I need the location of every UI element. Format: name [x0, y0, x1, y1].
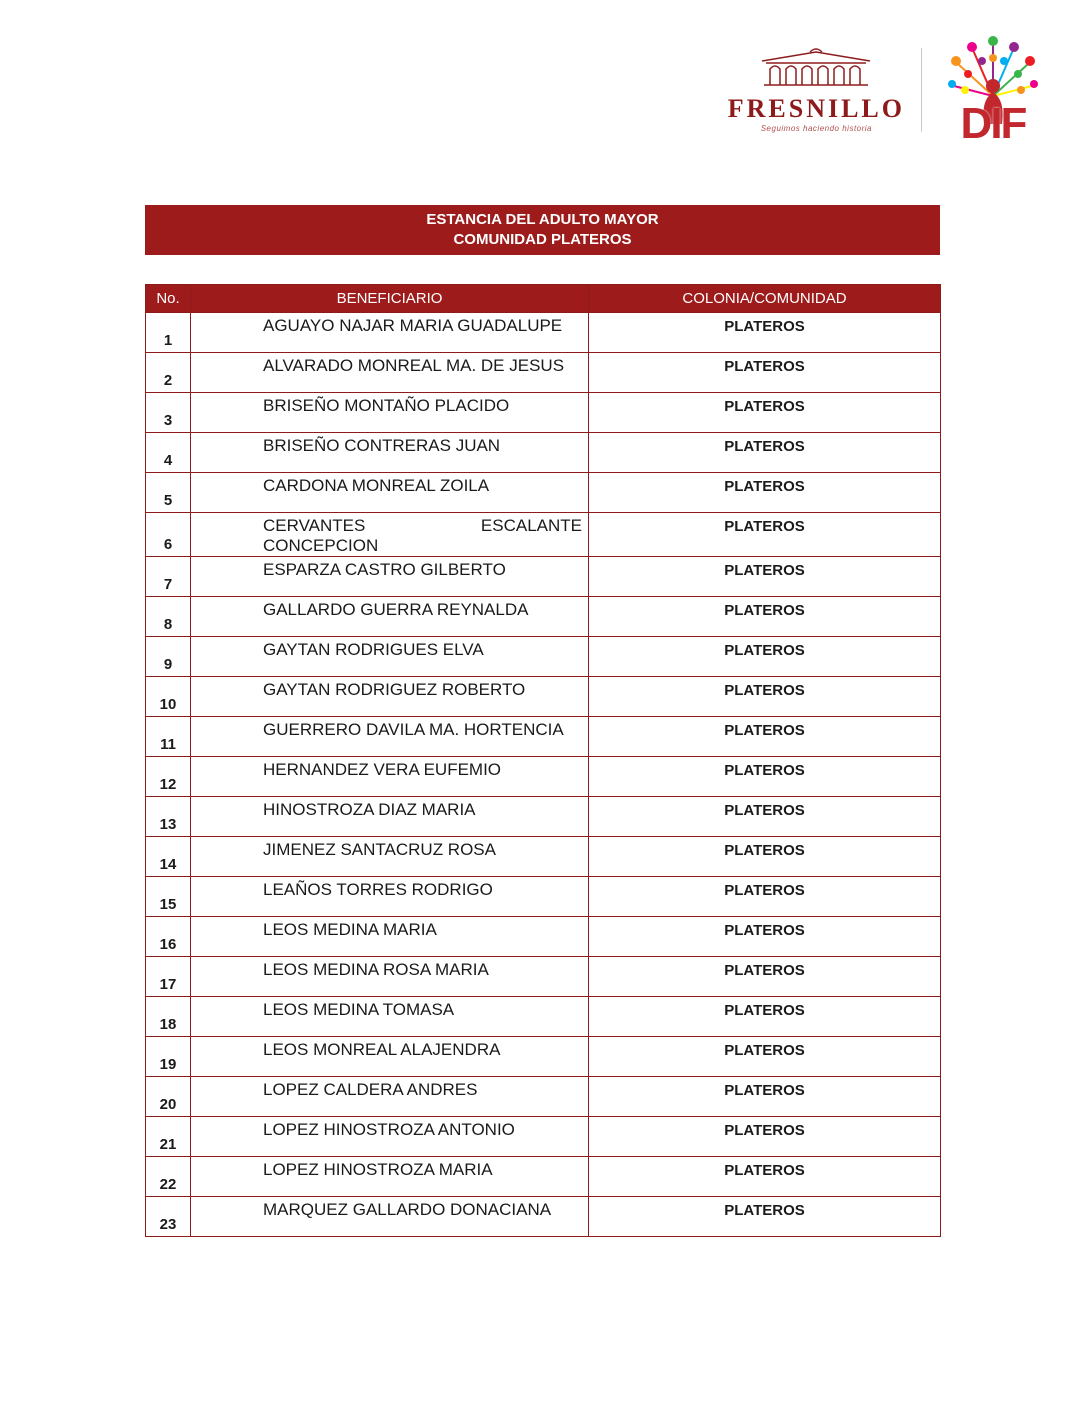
colonia-value: PLATEROS [589, 353, 941, 393]
colonia-value: PLATEROS [589, 637, 941, 677]
table-row [146, 997, 941, 1037]
row-number: 15 [146, 877, 191, 917]
table-row [146, 877, 941, 917]
table-row [146, 473, 941, 513]
fresnillo-tagline: Seguimos haciendo historia [760, 124, 872, 133]
colonia-value: PLATEROS [589, 1077, 941, 1117]
row-number: 7 [146, 557, 191, 597]
table-row [146, 313, 941, 353]
colonia-value: PLATEROS [589, 473, 941, 513]
beneficiary-name: LEOS MONREAL ALAJENDRA [191, 1037, 589, 1077]
table-row [146, 637, 941, 677]
row-number: 12 [146, 757, 191, 797]
fresnillo-building-icon [756, 47, 876, 94]
colonia-value: PLATEROS [589, 917, 941, 957]
colonia-value: PLATEROS [589, 393, 941, 433]
title-line-2: COMUNIDAD PLATEROS [453, 231, 632, 248]
beneficiary-name: GUERRERO DAVILA MA. HORTENCIA [191, 717, 589, 757]
logo-area [728, 34, 1048, 146]
row-number: 11 [146, 717, 191, 757]
beneficiary-name: LOPEZ HINOSTROZA MARIA [191, 1157, 589, 1197]
table-row [146, 797, 941, 837]
row-number: 6 [146, 513, 191, 557]
beneficiary-name: CARDONA MONREAL ZOILA [191, 473, 589, 513]
table-header-row [146, 285, 941, 313]
logo-divider [921, 48, 922, 132]
beneficiary-name: BRISEÑO MONTAÑO PLACIDO [191, 393, 589, 433]
colonia-value: PLATEROS [589, 557, 941, 597]
colonia-value: PLATEROS [589, 677, 941, 717]
colonia-value: PLATEROS [589, 1197, 941, 1237]
beneficiary-name: LOPEZ CALDERA ANDRES [191, 1077, 589, 1117]
row-number: 18 [146, 997, 191, 1037]
beneficiary-name: LEOS MEDINA ROSA MARIA [191, 957, 589, 997]
colonia-value: PLATEROS [589, 1157, 941, 1197]
colonia-value: PLATEROS [589, 433, 941, 473]
beneficiary-name: ALVARADO MONREAL MA. DE JESUS [191, 353, 589, 393]
beneficiary-name: GAYTAN RODRIGUES ELVA [191, 637, 589, 677]
header-colonia: COLONIA/COMUNIDAD [589, 285, 941, 313]
beneficiaries-table [145, 284, 941, 1237]
beneficiary-name: AGUAYO NAJAR MARIA GUADALUPE [191, 313, 589, 353]
beneficiary-name: LOPEZ HINOSTROZA ANTONIO [191, 1117, 589, 1157]
table-row [146, 1197, 941, 1237]
colonia-value: PLATEROS [589, 1037, 941, 1077]
colonia-value: PLATEROS [589, 797, 941, 837]
row-number: 17 [146, 957, 191, 997]
table-row [146, 353, 941, 393]
fresnillo-wordmark: FRESNILLO [727, 94, 905, 123]
row-number: 13 [146, 797, 191, 837]
colonia-value: PLATEROS [589, 513, 941, 557]
table-row [146, 513, 941, 557]
table-row [146, 1037, 941, 1077]
title-line-1: ESTANCIA DEL ADULTO MAYOR [426, 211, 659, 228]
beneficiary-name: BRISEÑO CONTRERAS JUAN [191, 433, 589, 473]
table-row [146, 557, 941, 597]
colonia-value: PLATEROS [589, 757, 941, 797]
table-row [146, 917, 941, 957]
dif-wordmark: DIF [960, 99, 1026, 148]
table-row [146, 597, 941, 637]
table-row [146, 1077, 941, 1117]
colonia-value: PLATEROS [589, 717, 941, 757]
beneficiary-name: GALLARDO GUERRA REYNALDA [191, 597, 589, 637]
table-row [146, 837, 941, 877]
table-row [146, 433, 941, 473]
beneficiary-name: LEOS MEDINA MARIA [191, 917, 589, 957]
row-number: 5 [146, 473, 191, 513]
beneficiary-name: MARQUEZ GALLARDO DONACIANA [191, 1197, 589, 1237]
row-number: 20 [146, 1077, 191, 1117]
table-row [146, 957, 941, 997]
colonia-value: PLATEROS [589, 877, 941, 917]
table-row [146, 677, 941, 717]
row-number: 4 [146, 433, 191, 473]
beneficiary-name: HERNANDEZ VERA EUFEMIO [191, 757, 589, 797]
colonia-value: PLATEROS [589, 313, 941, 353]
fresnillo-logo [728, 47, 905, 133]
row-number: 3 [146, 393, 191, 433]
beneficiary-name: ESPARZA CASTRO GILBERTO [191, 557, 589, 597]
table-row [146, 1117, 941, 1157]
dif-logo [938, 34, 1048, 146]
table-row [146, 1157, 941, 1197]
beneficiary-name: HINOSTROZA DIAZ MARIA [191, 797, 589, 837]
beneficiary-name: CERVANTES ESCALANTE CONCEPCION [191, 513, 589, 557]
colonia-value: PLATEROS [589, 997, 941, 1037]
row-number: 2 [146, 353, 191, 393]
row-number: 21 [146, 1117, 191, 1157]
colonia-value: PLATEROS [589, 957, 941, 997]
header-no: No. [146, 285, 191, 313]
title-bar [145, 205, 940, 255]
beneficiary-name: JIMENEZ SANTACRUZ ROSA [191, 837, 589, 877]
row-number: 23 [146, 1197, 191, 1237]
row-number: 16 [146, 917, 191, 957]
row-number: 9 [146, 637, 191, 677]
table-row [146, 393, 941, 433]
row-number: 14 [146, 837, 191, 877]
table-row [146, 757, 941, 797]
row-number: 1 [146, 313, 191, 353]
table-row [146, 717, 941, 757]
beneficiary-name: LEOS MEDINA TOMASA [191, 997, 589, 1037]
colonia-value: PLATEROS [589, 1117, 941, 1157]
row-number: 19 [146, 1037, 191, 1077]
row-number: 8 [146, 597, 191, 637]
row-number: 22 [146, 1157, 191, 1197]
colonia-value: PLATEROS [589, 837, 941, 877]
header-beneficiario: BENEFICIARIO [191, 285, 589, 313]
row-number: 10 [146, 677, 191, 717]
beneficiary-name: LEAÑOS TORRES RODRIGO [191, 877, 589, 917]
colonia-value: PLATEROS [589, 597, 941, 637]
beneficiary-name: GAYTAN RODRIGUEZ ROBERTO [191, 677, 589, 717]
